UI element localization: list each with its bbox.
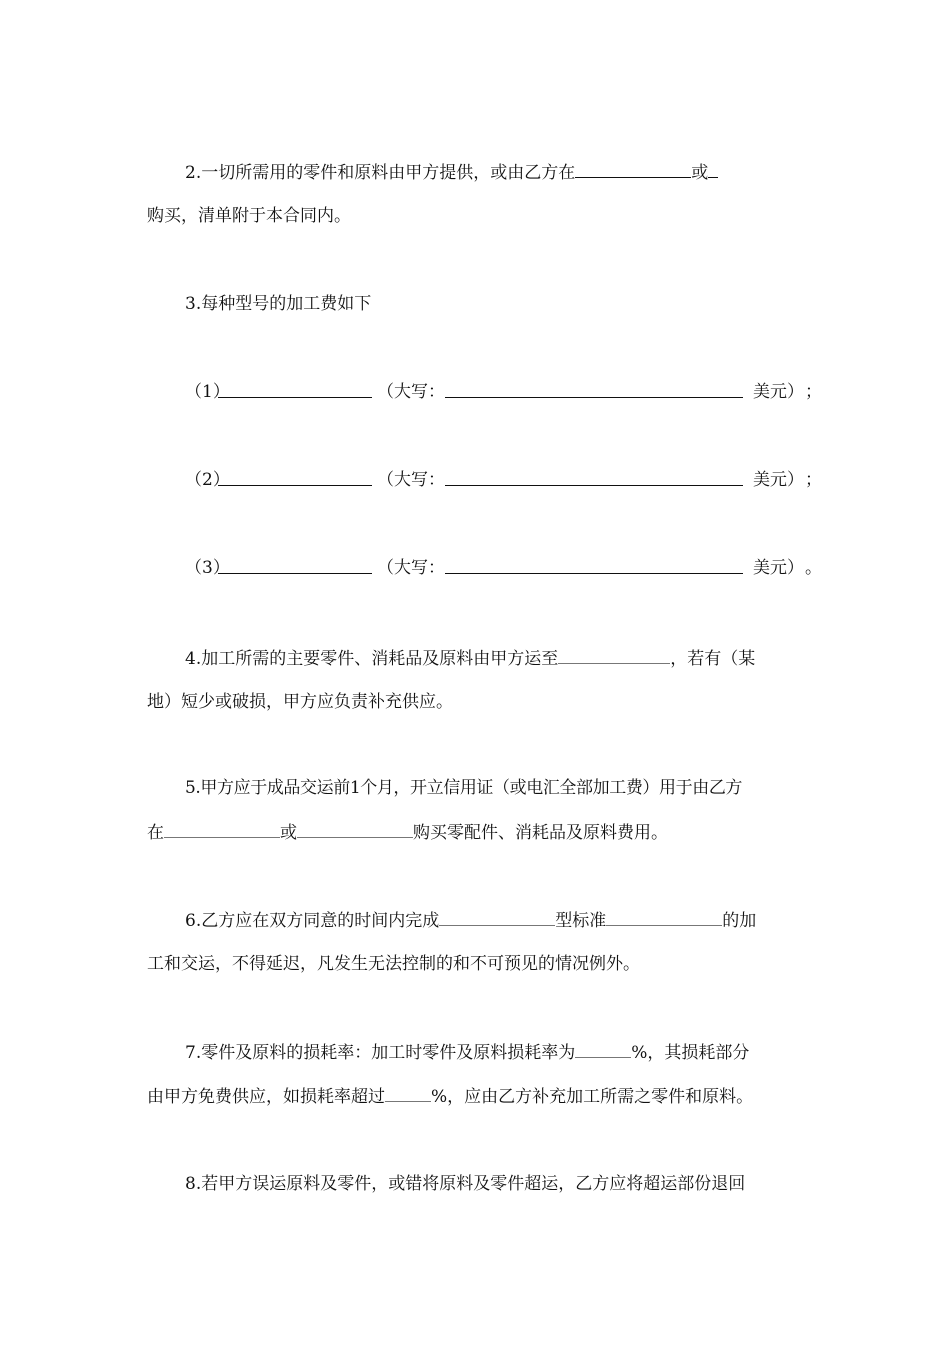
clause-2-or: 或 bbox=[691, 163, 709, 183]
fee-unit: 美元） bbox=[753, 558, 804, 578]
blank-field[interactable] bbox=[385, 1084, 431, 1102]
clause-6-line-1 bbox=[185, 908, 756, 933]
blank-field[interactable] bbox=[575, 160, 691, 178]
clause-8-line-1: 8.若甲方误运原料及零件，或错将原料及零件超运，乙方应将超运部份退回 bbox=[185, 1174, 746, 1194]
fee-daxie-label: （大写： bbox=[377, 470, 445, 490]
clause-4-line-1 bbox=[185, 646, 755, 671]
blank-field[interactable] bbox=[558, 646, 670, 664]
clause-4-text-end: ，若有（某 bbox=[670, 649, 756, 669]
fee-amount-field[interactable] bbox=[218, 380, 372, 398]
clause-7-line-1 bbox=[185, 1040, 749, 1065]
blank-field[interactable] bbox=[606, 908, 722, 926]
fee-row-end: ； bbox=[805, 470, 822, 490]
fee-row-end: 。 bbox=[805, 558, 822, 578]
fee-unit: 美元） bbox=[753, 382, 804, 402]
clause-2-line-1 bbox=[185, 160, 718, 185]
fee-row bbox=[185, 468, 825, 492]
clause-7-line-2 bbox=[147, 1084, 753, 1109]
clause-5-text-end: 购买零配件、消耗品及原料费用。 bbox=[413, 823, 668, 843]
fee-row-number: （1） bbox=[185, 382, 230, 402]
clause-7-text: 7.零件及原料的损耗率：加工时零件及原料损耗率为 bbox=[185, 1043, 576, 1063]
blank-field[interactable] bbox=[708, 160, 718, 178]
fee-row bbox=[185, 556, 825, 580]
fee-amount-field[interactable] bbox=[218, 556, 372, 574]
fee-row-number: （2） bbox=[185, 470, 230, 490]
clause-5-line-2 bbox=[147, 820, 668, 845]
blank-field[interactable] bbox=[297, 820, 413, 838]
fee-unit: 美元） bbox=[753, 470, 804, 490]
clause-6-type-standard: 型标准 bbox=[555, 911, 607, 931]
clause-7-text-2-end: %，应由乙方补充加工所需之零件和原料。 bbox=[431, 1087, 754, 1107]
fee-amount-field[interactable] bbox=[218, 468, 372, 486]
clause-6-text-end: 的加 bbox=[722, 911, 757, 931]
blank-field[interactable] bbox=[575, 1040, 631, 1058]
fee-daxie-field[interactable] bbox=[445, 556, 743, 574]
clause-5-line-1: 5.甲方应于成品交运前1个月，开立信用证（或电汇全部加工费）用于由乙方 bbox=[185, 778, 743, 798]
fee-daxie-label: （大写： bbox=[377, 558, 445, 578]
clause-5-at: 在 bbox=[147, 823, 164, 843]
clause-2-text: 2.一切所需用的零件和原料由甲方提供，或由乙方在 bbox=[185, 163, 576, 183]
clause-3-title: 3.每种型号的加工费如下 bbox=[185, 294, 372, 314]
clause-4-line-2: 地）短少或破损，甲方应负责补充供应。 bbox=[147, 692, 453, 712]
fee-daxie-field[interactable] bbox=[445, 468, 743, 486]
clause-6-text: 6.乙方应在双方同意的时间内完成 bbox=[185, 911, 440, 931]
fee-row-end: ； bbox=[805, 382, 822, 402]
fee-daxie-label: （大写： bbox=[377, 382, 445, 402]
fee-row bbox=[185, 380, 825, 404]
clause-7-text-2: 由甲方免费供应，如损耗率超过 bbox=[147, 1087, 385, 1107]
clause-5-or: 或 bbox=[280, 823, 297, 843]
clause-7-text-end: %，其损耗部分 bbox=[631, 1043, 750, 1063]
clause-2-line-2: 购买，清单附于本合同内。 bbox=[147, 206, 351, 226]
blank-field[interactable] bbox=[164, 820, 280, 838]
clause-4-text: 4.加工所需的主要零件、消耗品及原料由甲方运至 bbox=[185, 649, 559, 669]
fee-row-number: （3） bbox=[185, 558, 230, 578]
blank-field[interactable] bbox=[439, 908, 555, 926]
clause-6-line-2: 工和交运，不得延迟，凡发生无法控制的和不可预见的情况例外。 bbox=[147, 954, 640, 974]
fee-daxie-field[interactable] bbox=[445, 380, 743, 398]
